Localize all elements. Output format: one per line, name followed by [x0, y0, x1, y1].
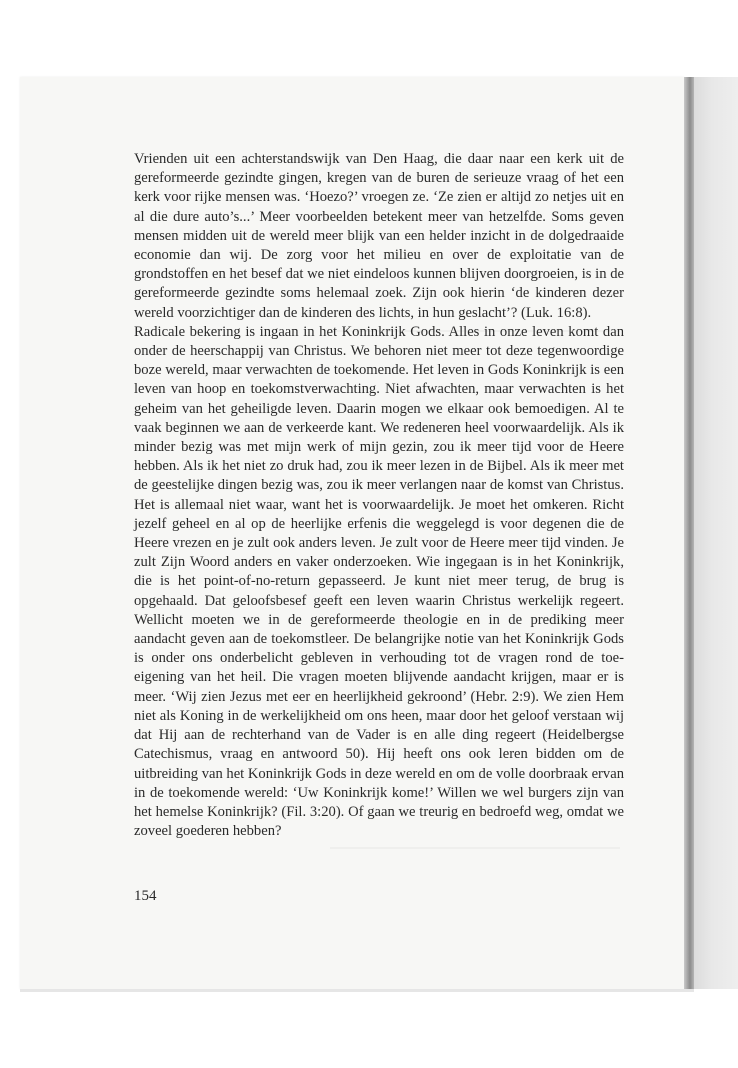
show-through-line	[330, 847, 620, 849]
page-spine-shadow	[684, 77, 694, 989]
page-number: 154	[134, 888, 157, 904]
body-text	[134, 150, 624, 841]
paragraph-1: Vrienden uit een achterstandswijk van Den Haag, die daar naar een kerk uit de gereformeerde gezindte gingen, kregen van de buren de serieuze vraag of het een kerk voor rijke mensen was. ‘Hoezo?’ vroegen ze. ‘Ze zien er altijd zo netjes uit en al die dure auto’s...’ Meer voorbeelden betekent meer van hetzelfde. Soms geven mensen midden uit de wereld meer blijk van een helder inzicht in de dolgedraaide economie dan wij. De zorg voor het milieu en over de exploitatie van de grondstoffen en het besef dat we niet eindeloos kunnen blijven doorgroeien, is in de gereformeerde gezindte soms helemaal zoek. Zijn ook hierin ‘de kinderen dezer wereld voorzichtiger dan de kinderen des lichts, in hun geslacht’? (Luk. 16:8).	[134, 151, 624, 321]
page-spine-edge	[694, 77, 738, 989]
paragraph-2: Radicale bekering is ingaan in het Koninkrijk Gods. Alles in onze leven komt dan onder de heerschappij van Christus. We behoren niet meer tot deze tegenwoordige boze wereld, maar verwachten de toekomende. Het leven in Gods Koninkrijk is een leven van hoop en toekomstverwachting. Niet afwachten, maar verwachten is het geheim van het geheiligde leven. Daarin mogen we elkaar ook bemoedigen. Al te vaak beginnen we aan de verkeerde kant. We redeneren heel voorwaardelijk. Als ik minder bezig was met mijn werk of mijn gezin, zou ik meer tijd voor de Heere hebben. Als ik het niet zo druk had, zou ik meer lezen in de Bijbel. Als ik meer met de geestelijke dingen bezig was, zou ik meer verlangen naar de komst van Christus. Het is allemaal niet waar, want het is voorwaardelijk. Je moet het omkeren. Richt jezelf geheel en al op de heerlijke erfenis die weggelegd is voor degenen die de Heere vrezen en je zult ook anders leven. Je zult voor de Heere meer tijd vinden. Je zult Zijn Woord anders en vaker onderzoeken. Wie ingegaan is in het Koninkrijk, die is het point-of-no-return gepasseerd. Je kunt niet meer terug, de brug is opgehaald. Dat geloofsbesef geeft een leven waarin Christus werkelijk regeert. Wellicht moeten we in de gereformeerde theologie en in de prediking meer aandacht geven aan de toekomstleer. De belangrijke notie van het Koninkrijk Gods is onder ons onderbelicht gebleven in verhouding tot de vragen rond de toe-eigening van het heil. Die vragen moeten blijvende aandacht krijgen, maar er is meer. ‘Wij zien Jezus met eer en heerlijkheid gekroond’ (Hebr. 2:9). We zien Hem niet als Koning in de werkelijkheid om ons heen, maar door het geloof verstaan wij dat Hij aan de rechterhand van de Vader is en alle ding regeert (Heidelbergse Catechismus, vraag en antwoord 50). Hij heeft ons ook leren bidden om de uitbreiding van het Koninkrijk Gods in deze wereld en om de volle doorbraak ervan in de toekomende wereld: ‘Uw Koninkrijk kome!’ Willen we wel burgers zijn van het hemelse Koninkrijk? (Fil. 3:20). Of gaan we treurig en bedroefd weg, omdat we zoveel goederen hebben?	[134, 323, 624, 840]
page-bottom-edge	[20, 989, 694, 992]
